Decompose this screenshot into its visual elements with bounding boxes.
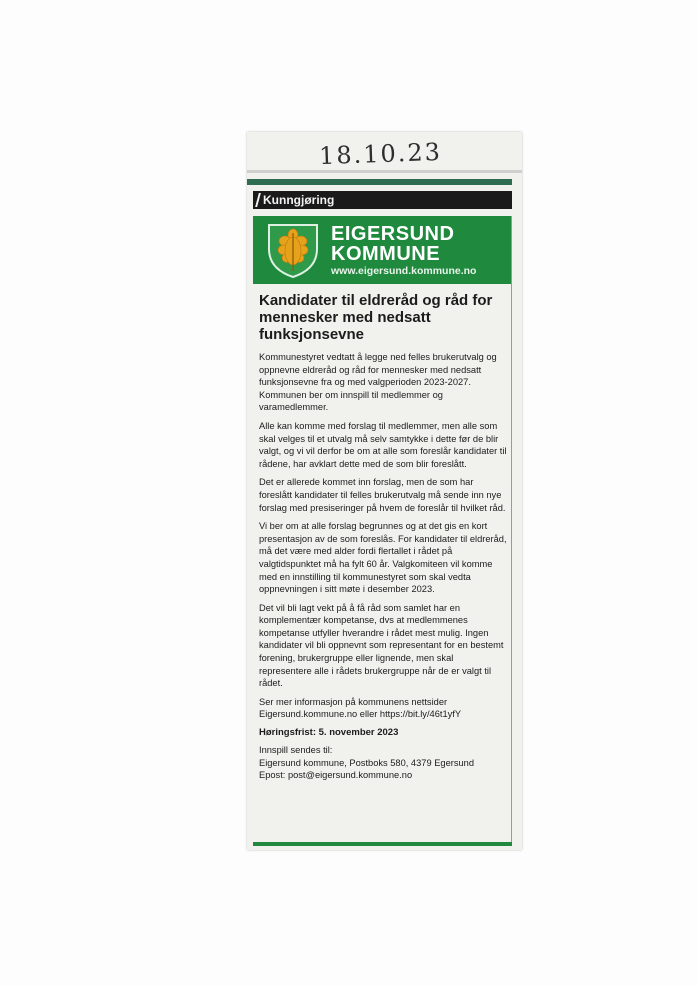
section-label: Kunngjøring xyxy=(253,191,512,209)
submission-intro: Innspill sendes til: xyxy=(259,745,333,756)
paragraph-1: Kommunestyret vedtatt å legge ned felles brukerutvalg og oppnevne eldreråd og råd for mennesker med nedsatt funksjonsevne fra og med valgperioden 2023-2027. Kommunen ber om innspill til medlemmer og varamedlemmer. xyxy=(259,352,497,413)
newspaper-clipping xyxy=(247,132,522,850)
green-divider xyxy=(247,179,512,185)
paragraph-2: Alle kan komme med forslag til medlemmer, men alle som skal velges til et utvalg må selv samtykke i dette før de blir valgt, og vi vil derfor be om at alle som foreslår kandidater til rådene, har avklart dette med de som blir foreslått. xyxy=(259,420,507,469)
top-rule xyxy=(247,170,522,173)
paragraph-4: Vi ber om at alle forslag begrunnes og at det gis en kort presentasjon av de som foreslås. For kandidater til eldreråd, må det være med alder fordi flertallet i rådet på valgtidspunktet må ha fylt 60 år. Valgkomiteen vil komme med en innstilling til kommunestyret som skal vedta oppnevningen i sitt møte i desember 2023. xyxy=(259,521,507,595)
municipality-banner xyxy=(253,216,512,284)
bottom-green-bar xyxy=(253,842,512,846)
paragraph-3: Det er allerede kommet inn forslag, men de som har foreslått kandidater til felles brukerutvalg må sende inn nye forslag med presiseringer på hvem de foreslår til hvilket råd. xyxy=(259,477,506,513)
paragraph-5: Det vil bli lagt vekt på å få råd som samlet har en komplementær kompetanse, dvs at medlemmenes kompetanse utfyller hverandre i rådet mest mulig. Ingen kandidater vil bli oppnevnt som representant for en bestemt forening, brukergruppe eller lignende, men skal representere alle i rådets brukergruppe når de er valgt til rådet. xyxy=(259,602,504,689)
hearing-deadline: Høringsfrist: 5. november 2023 xyxy=(259,727,399,739)
brand-name-line1: EIGERSUND xyxy=(331,223,455,245)
article-headline: Kandidater til eldreråd og råd for mennesker med nedsatt funksjonsevne xyxy=(259,292,493,343)
oak-leaf-shield-icon xyxy=(263,221,323,279)
submission-email: Epost: post@eigersund.kommune.no xyxy=(259,770,413,781)
column-rule xyxy=(511,216,512,842)
brand-name-line2: KOMMUNE xyxy=(331,243,441,265)
submission-address: Eigersund kommune, Postboks 580, 4379 Egersund xyxy=(259,757,474,768)
paragraph-6: Ser mer informasjon på kommunens nettsider Eigersund.kommune.no eller https://bit.ly/46t1yfY xyxy=(259,696,462,720)
brand-url: www.eigersund.kommune.no xyxy=(331,265,477,277)
article-body xyxy=(259,292,508,782)
handwritten-date: 18.10.23 xyxy=(318,137,443,171)
